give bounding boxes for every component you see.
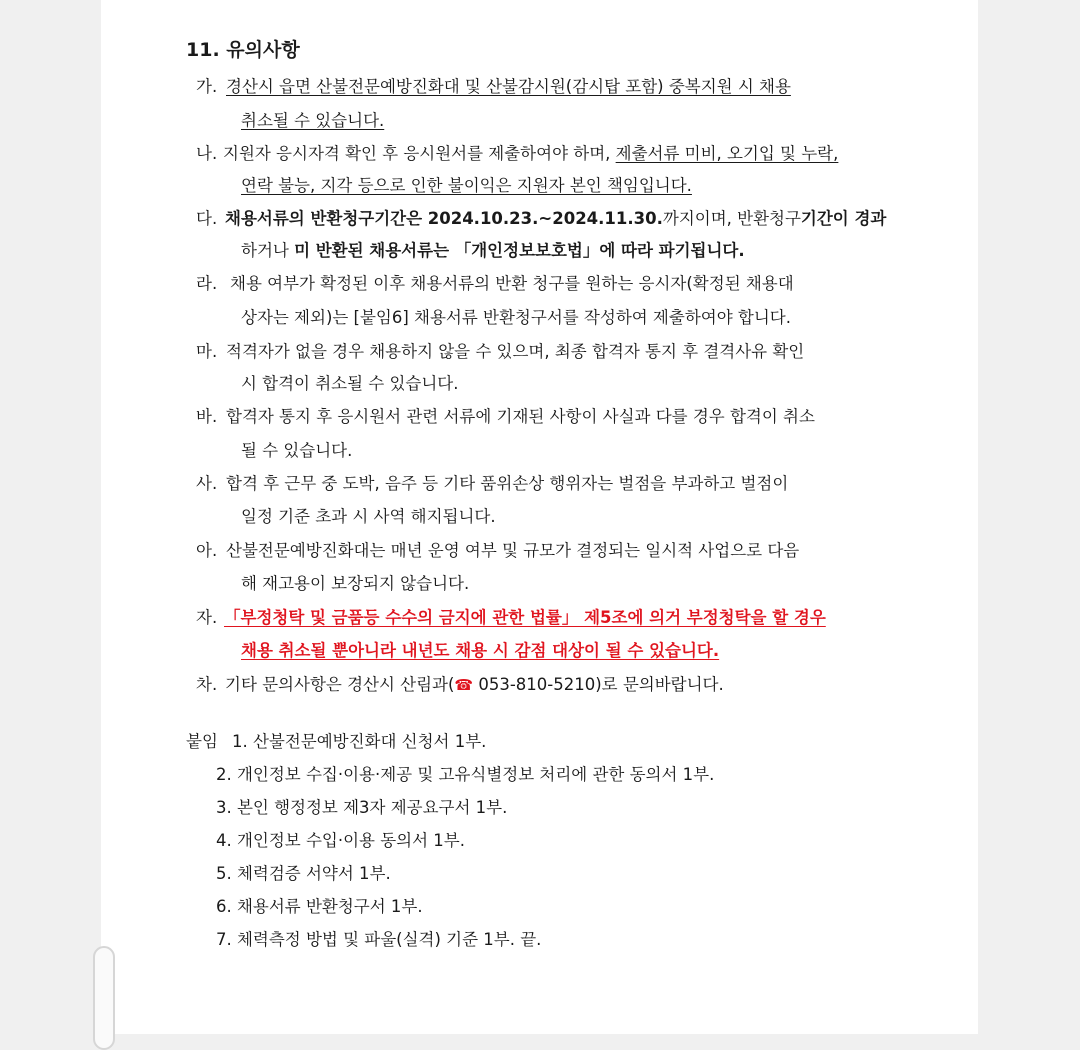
attachment-item: 1. 산불전문예방진화대 신청서 1부. [232, 732, 487, 751]
item-marker: 라. [196, 274, 218, 293]
item-text-line2: 상자는 제외)는 [붙임6] 채용서류 반환청구서를 작성하여 제출하여야 합니다. [241, 308, 791, 327]
phone-number: 053-810-5210 [478, 675, 596, 694]
notice-item-cha [196, 668, 896, 702]
notice-item-a [196, 534, 896, 602]
notice-item-ga [196, 70, 896, 138]
item-text-line2-b: 미 반환된 채용서류는 「개인정보보호법」에 따라 파기됩니다. [294, 241, 745, 260]
item-marker: 아. [196, 541, 218, 560]
item-marker: 차. [196, 675, 218, 694]
item-text-line2 [241, 234, 745, 268]
notice-item-da [196, 202, 896, 270]
attachment-item: 4. 개인정보 수입·이용 동의서 1부. [216, 831, 465, 850]
item-text-line1-a: 채용서류의 반환청구기간은 2024.10.23.~2024.11.30. [225, 209, 663, 228]
item-warning-line1: 「부정청탁 및 금품등 수수의 금지에 관한 법률」 제5조에 의거 부정청탁을 할 경우 [224, 608, 826, 627]
item-text-line1: 경산시 읍면 산불전문예방진화대 및 산불감시원(감시탑 포함) 중복지원 시 채용 [226, 77, 791, 96]
item-text-line1-c: 기간이 경과 [800, 209, 887, 228]
item-text-line2: 시 합격이 취소될 수 있습니다. [241, 374, 459, 393]
item-text-line1-a: 기타 문의사항은 경산시 산림과( [225, 675, 455, 694]
item-text-line2: 일정 기준 초과 시 사역 해지됩니다. [241, 507, 496, 526]
notice-item-ra [196, 267, 896, 335]
item-text-line2-a: 하거나 [241, 241, 295, 260]
item-text-line1-b: )로 문의바랍니다. [595, 675, 724, 694]
item-warning-line2: 채용 취소될 뿐아니라 내년도 채용 시 감점 대상이 될 수 있습니다. [241, 641, 720, 660]
item-marker: 바. [196, 407, 218, 426]
notice-item-ma [196, 335, 896, 403]
attachment-item: 3. 본인 행정정보 제3자 제공요구서 1부. [216, 798, 508, 817]
item-marker: 자. [196, 608, 218, 627]
item-text-line1: 산불전문예방진화대는 매년 운영 여부 및 규모가 결정되는 일시적 사업으로 다음 [226, 541, 800, 560]
notice-item-ba [196, 400, 896, 468]
item-text-line2: 연락 불능, 지각 등으로 인한 불이익은 지원자 본인 책임입니다. [241, 176, 692, 195]
item-text-line1: 적격자가 없을 경우 채용하지 않을 수 있으며, 최종 합격자 통지 후 결격사유 확인 [226, 342, 805, 361]
item-text-line1-b: 까지이며, 반환청구 [662, 209, 801, 228]
item-text-line1 [225, 202, 886, 236]
item-text-line1: 채용 여부가 확정된 이후 채용서류의 반환 청구를 원하는 응시자(확정된 채용대 [230, 274, 794, 293]
item-text-line1-b: 제출서류 미비, 오기입 및 누락, [615, 144, 839, 163]
phone-icon: ☎ [454, 676, 474, 694]
item-marker: 가. [196, 77, 218, 96]
attachment-item: 7. 체력측정 방법 및 파울(실격) 기준 1부. 끝. [216, 930, 542, 949]
item-marker: 나. [196, 144, 218, 163]
attachment-item: 5. 체력검증 서약서 1부. [216, 864, 391, 883]
notice-item-sa [196, 467, 896, 535]
item-text-line2: 해 재고용이 보장되지 않습니다. [241, 574, 470, 593]
attachment-item: 6. 채용서류 반환청구서 1부. [216, 897, 423, 916]
item-text-line2: 될 수 있습니다. [241, 441, 353, 460]
scroll-handle[interactable] [93, 946, 115, 1050]
attachments-label: 붙임 [186, 732, 218, 751]
item-marker: 사. [196, 474, 218, 493]
item-text-line1 [223, 137, 838, 171]
notice-item-na [196, 137, 896, 205]
item-text-line1-a: 지원자 응시자격 확인 후 응시원서를 제출하여야 하며, [223, 144, 616, 163]
notice-item-ja [196, 601, 896, 669]
item-text-line1: 합격 후 근무 중 도박, 음주 등 기타 품위손상 행위자는 벌점을 부과하고 벌점이 [226, 474, 789, 493]
section-title: 11. 유의사항 [186, 39, 300, 61]
item-marker: 다. [196, 209, 218, 228]
item-marker: 마. [196, 342, 218, 361]
item-text-line1 [225, 668, 724, 702]
item-text-line1: 합격자 통지 후 응시원서 관련 서류에 기재된 사항이 사실과 다를 경우 합격이 취소 [226, 407, 815, 426]
attachment-item: 2. 개인정보 수집·이용·제공 및 고유식별정보 처리에 관한 동의서 1부. [216, 765, 715, 784]
item-text-line2: 취소될 수 있습니다. [241, 111, 385, 130]
